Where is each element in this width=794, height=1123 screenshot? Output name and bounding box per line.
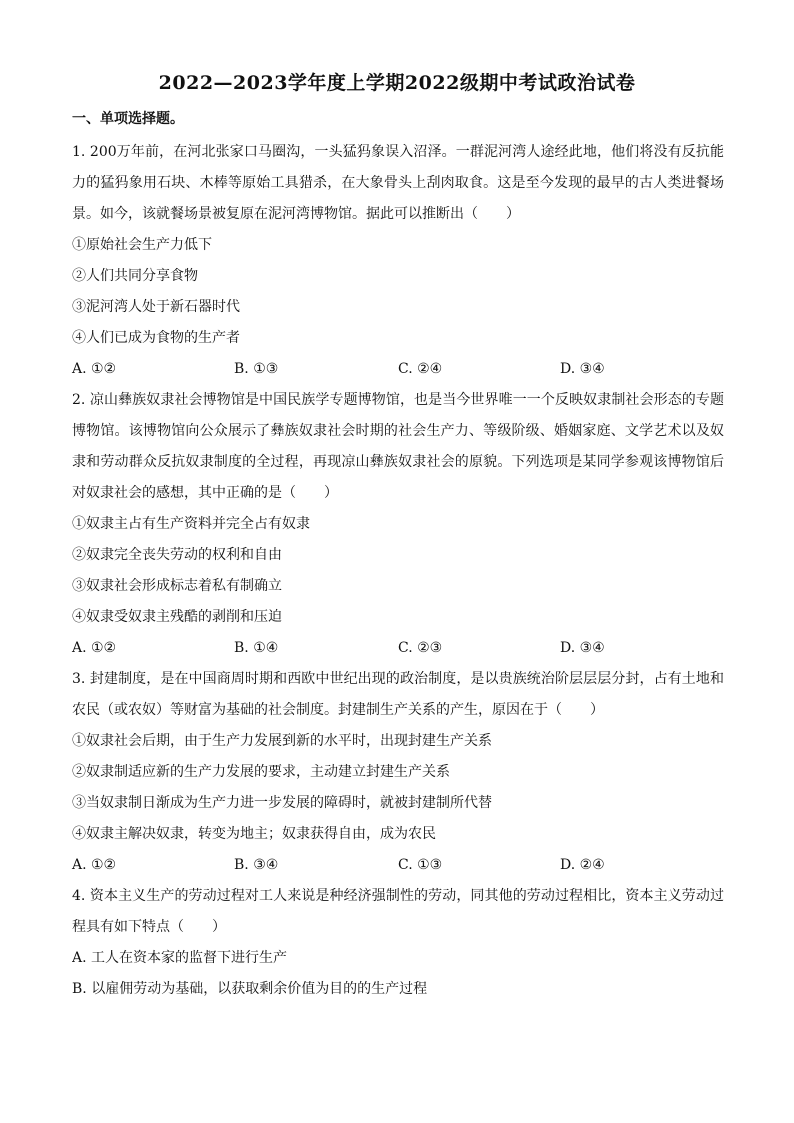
exam-title: 2022—2023学年度上学期2022级期中考试政治试卷: [158, 72, 636, 94]
statement: ②奴隶完全丧失劳动的权利和自由: [72, 547, 282, 563]
question-stem-line: 1. 200万年前，在河北张家口马圈沟，一头猛犸象误入沼泽。一群泥河湾人途经此地，他们将没有反抗能: [72, 144, 724, 160]
statement: ④奴隶主解决奴隶，转变为地主；奴隶获得自由，成为农民: [72, 826, 436, 842]
question-stem-line: 农民（或农奴）等财富为基础的社会制度。封建制生产关系的产生，原因在于（ ）: [72, 702, 604, 718]
question-1: [72, 137, 724, 385]
question-3: [72, 664, 724, 881]
question-stem-line: 4. 资本主义生产的劳动过程对工人来说是种经济强制性的劳动，同其他的劳动过程相比，资本主义劳动过: [72, 888, 724, 904]
choice-b[interactable]: B. ③④: [234, 857, 279, 873]
question-stem-line: 景。如今，该就餐场景被复原在泥河湾博物馆。据此可以推断出（ ）: [72, 206, 520, 222]
statement: ③奴隶社会形成标志着私有制确立: [72, 578, 282, 594]
choice-c[interactable]: C. ②④: [398, 361, 443, 377]
option-b[interactable]: B. 以雇佣劳动为基础，以获取剩余价值为目的的生产过程: [72, 981, 428, 997]
choice-d[interactable]: D. ②④: [560, 857, 605, 873]
statement: ①奴隶主占有生产资料并完全占有奴隶: [72, 516, 310, 532]
answer-choices: [72, 633, 724, 664]
question-4: [72, 881, 724, 1005]
question-stem-line: 2. 凉山彝族奴隶社会博物馆是中国民族学专题博物馆，也是当今世界唯一一个反映奴隶制社会形态的专题: [72, 392, 724, 408]
choice-b[interactable]: B. ①④: [234, 640, 279, 656]
question-stem-line: 隶和劳动群众反抗奴隶制度的全过程，再现凉山彝族奴隶社会的原貌。下列选项是某同学参观该博物馆后: [72, 454, 724, 470]
statement: ③泥河湾人处于新石器时代: [72, 299, 240, 315]
question-stem-line: 力的猛犸象用石块、木棒等原始工具猎杀，在大象骨头上刮肉取食。这是至今发现的最早的古人类进餐场: [72, 175, 724, 191]
statement: ④人们已成为食物的生产者: [72, 330, 240, 346]
option-a[interactable]: A. 工人在资本家的监督下进行生产: [72, 950, 288, 966]
question-2: [72, 385, 724, 664]
statement: ③当奴隶制日渐成为生产力进一步发展的障碍时，就被封建制所代替: [72, 795, 492, 811]
question-stem-line: 3. 封建制度，是在中国商周时期和西欧中世纪出现的政治制度，是以贵族统治阶层层层分封，占有土地和: [72, 671, 724, 687]
statement: ④奴隶受奴隶主残酷的剥削和压迫: [72, 609, 282, 625]
choice-a[interactable]: A. ①②: [72, 857, 117, 873]
statement: ②奴隶制适应新的生产力发展的要求，主动建立封建生产关系: [72, 764, 450, 780]
choice-d[interactable]: D. ③④: [560, 361, 605, 377]
question-list: [72, 137, 724, 1005]
statement: ②人们共同分享食物: [72, 268, 198, 284]
choice-b[interactable]: B. ①③: [234, 361, 279, 377]
statement: ①奴隶社会后期，由于生产力发展到新的水平时，出现封建生产关系: [72, 733, 492, 749]
answer-choices: [72, 354, 724, 385]
choice-c[interactable]: C. ②③: [398, 640, 443, 656]
choice-d[interactable]: D. ③④: [560, 640, 605, 656]
choice-a[interactable]: A. ①②: [72, 361, 117, 377]
section-heading: 一、单项选择题。: [72, 111, 184, 127]
question-stem-line: 程具有如下特点（ ）: [72, 919, 226, 935]
question-stem-line: 博物馆。该博物馆向公众展示了彝族奴隶社会时期的社会生产力、等级阶级、婚姻家庭、文学艺术以及奴: [72, 423, 724, 439]
question-stem-line: 对奴隶社会的感想，其中正确的是（ ）: [72, 485, 338, 501]
statement: ①原始社会生产力低下: [72, 237, 212, 253]
choice-a[interactable]: A. ①②: [72, 640, 117, 656]
answer-choices: [72, 850, 724, 881]
choice-c[interactable]: C. ①③: [398, 857, 443, 873]
